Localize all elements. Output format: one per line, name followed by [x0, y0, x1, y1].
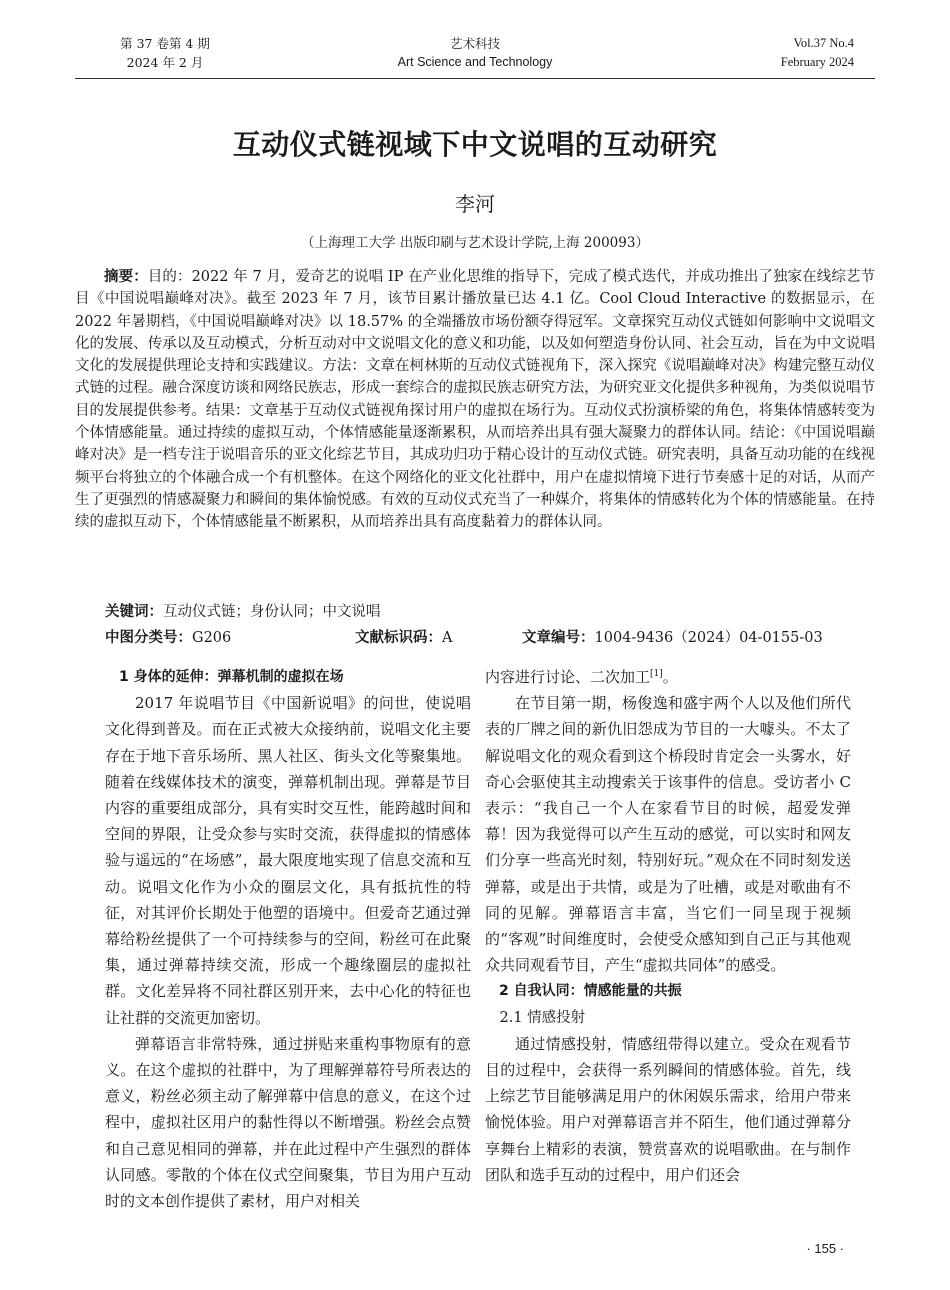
paragraph: 2017 年说唱节目《中国新说唱》的问世，使说唱文化得到普及。而在正式被大众接纳前，说唱文化主要存在于地下音乐场所、黑人社区、街头文化等聚集地。随着在线媒体技术的演变，弹幕机制出现。弹幕是节目内容的重要组成部分，具有实时交互性，能跨越时间和空间的界限，让受众参与实时交流，获得虚拟的情感体验与遥远的“在场感”，最大限度地实现了信息交流和互动。说唱文化作为小众的圈层文化，具有抵抗性的特征，对其评价长期处于他塑的语境中。但爱奇艺通过弹幕给粉丝提供了一个可持续参与的空间，粉丝可在此聚集，通过弹幕持续交流，形成一个趣缘圈层的虚拟社群。文化差异将不同社群区别开来，去中心化的特征也让社群的交流更加密切。 — [105, 694, 471, 1027]
date-en: February 2024 — [780, 55, 854, 69]
article-number: 文章编号：1004-9436（2024）04-0155-03 — [522, 630, 823, 646]
volume-cn: 第 37 卷第 4 期 — [120, 36, 210, 51]
header-center — [370, 34, 580, 72]
journal-name-en: Art Science and Technology — [397, 55, 553, 69]
paragraph: 弹幕语言非常特殊，通过拼贴来重构事物原有的意义。在这个虚拟的社群中，为了理解弹幕符号所表达的意义，粉丝必须主动了解弹幕中信息的意义，在这个过程中，虚拟社区用户的黏性得以不断增强。粉丝会点赞和自己意见相同的弹幕，并在此过程中产生强烈的群体认同感。零散的个体在仪式空间聚集，节目为用户互动时的文本创作提供了素材，用户对相关 — [105, 1034, 471, 1211]
abstract-label: 摘要： — [104, 269, 148, 285]
keywords-label: 关键词： — [105, 604, 163, 620]
date-cn: 2024 年 2 月 — [126, 55, 204, 70]
section-heading-1: 1 身体的延伸：弹幕机制的虚拟在场 — [119, 669, 344, 685]
author: 李河 — [455, 192, 495, 216]
subsection-heading-2-1: 2.1 情感投射 — [499, 1009, 586, 1026]
abstract — [75, 266, 875, 534]
journal-name-cn: 艺术科技 — [449, 36, 500, 51]
section-heading-2: 2 自我认同：情感能量的共振 — [499, 983, 682, 1000]
page-number: · 155 · — [806, 1241, 844, 1256]
volume-en: Vol.37 No.4 — [793, 36, 854, 50]
abstract-text: 目的：2022 年 7 月，爱奇艺的说唱 IP 在产业化思维的指导下，完成了模式迭代，并成功推出了独家在线综艺节目《中国说唱巅峰对决》。截至 2023 年 7 月，该节目累计播放量已达 4.1 亿。Cool Cloud Interactive 的数据显示，在 2022 年暑期档，《中国说唱巅峰对决》以 18.57% 的全端播放市场份额夺得冠军。文章探究互动仪式链如何影响中文说唱文化的发展、传承以及互动模式，分析互动对中文说唱文化的意义和功能，以及如何塑造身份认同、社会互动，旨在为中文说唱文化的发展提供理论支持和实践建议。方法：文章在柯林斯的互动仪式链视角下，深入探究《说唱巅峰对决》构建完整互动仪式链的过程。融合深度访谈和网络民族志，形成一套综合的虚拟民族志研究方法，为研究亚文化提供多种视角，为类似说唱节目的发展提供参考。结果：文章基于互动仪式链视角探讨用户的虚拟在场行为。互动仪式扮演桥梁的角色，将集体情感转变为个体情感能量。通过持续的虚拟互动，个体情感能量逐渐累积，从而培养出具有强大凝聚力的群体认同。结论：《中国说唱巅峰对决》是一档专注于说唱音乐的亚文化综艺节目，其成功归功于精心设计的互动仪式链。研究表明，具备互动功能的在线视频平台将独立的个体融合成一个有机整体。在这个网络化的亚文化社群中，用户在虚拟情境下进行节奏感十足的对话，从而产生了更强烈的情感凝聚力和瞬间的集体愉悦感。有效的互动仪式充当了一种媒介，将集体的情感转化为个体的情感能量。在持续的虚拟互动下，个体情感能量不断累积，从而培养出具有高度黏着力的群体认同。 — [75, 269, 876, 531]
citation-ref: [1] — [650, 669, 663, 679]
document-code: 文献标识码：A — [355, 630, 453, 646]
paragraph: 通过情感投射，情感纽带得以建立。受众在观看节目的过程中，会获得一系列瞬间的情感体验。首先，线上综艺节目能够满足用户的休闲娱乐需求，给用户带来愉悦体验。用户对弹幕语言并不陌生，他们通过弹幕分享舞台上精彩的表演，赞赏喜欢的说唱歌曲。在与制作团队和选手互动的过程中，用户们还会 — [485, 1034, 851, 1184]
paper-title: 互动仪式链视域下中文说唱的互动研究 — [232, 128, 718, 161]
keywords — [105, 601, 381, 623]
keywords-text: 互动仪式链；身份认同；中文说唱 — [163, 604, 381, 620]
clc-code: 中图分类号：G206 — [105, 630, 232, 646]
header-right — [781, 34, 854, 72]
body-column-left — [105, 664, 471, 1214]
running-header — [0, 34, 950, 82]
header-rule — [75, 78, 875, 79]
affiliation: （上海理工大学 出版印刷与艺术设计学院,上海 200093） — [301, 235, 649, 251]
paragraph-continued: 内容进行讨论、二次加工[1]。 — [485, 668, 678, 686]
paragraph: 在节目第一期，杨俊逸和盛宇两个人以及他们所代表的厂牌之间的新仇旧怨成为节目的一大噱头。不太了解说唱文化的观众看到这个桥段时肯定会一头雾水，好奇心会驱使其主动搜索关于该事件的信息。受访者小 C 表示：“我自己一个人在家看节目的时候，超爱发弹幕！因为我觉得可以产生互动的感觉，可以实时和网友们分享一些高光时刻，特别好玩。”观众在不同时刻发送弹幕，或是出于共情，或是为了吐槽，或是对歌曲有不同的见解。弹幕语言丰富，当它们一同呈现于视频的“客观”时间维度时，会使受众感知到自己正与其他观众共同观看节目，产生“虚拟共同体”的感受。 — [485, 694, 851, 975]
header-left — [110, 34, 220, 72]
body-column-right — [485, 664, 851, 1188]
